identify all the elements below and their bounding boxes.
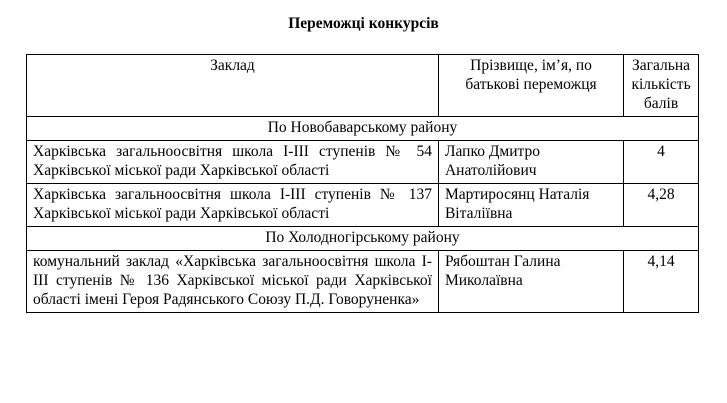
table-header bbox=[27, 55, 699, 117]
institution-cell: Харківська загальноосвітня школа І-ІІІ ступенів № 137 Харківської міської ради Харківської області bbox=[27, 184, 439, 227]
score-cell: 4,28 bbox=[624, 184, 699, 227]
winners-table bbox=[26, 54, 699, 313]
table-body bbox=[27, 117, 699, 313]
district-heading: По Новобаварському району bbox=[27, 117, 699, 141]
table-row bbox=[27, 141, 699, 184]
winner-cell: Мартиросянц Наталія Віталіївна bbox=[438, 184, 623, 227]
header-row bbox=[27, 55, 699, 117]
institution-cell: Харківська загальноосвітня школа І-ІІІ ступенів № 54 Харківської міської ради Харківської області bbox=[27, 141, 439, 184]
header-institution: Заклад bbox=[27, 55, 439, 117]
header-score: Загальна кількість балів bbox=[624, 55, 699, 117]
table-row bbox=[27, 184, 699, 227]
document-title: Переможці конкурсів bbox=[288, 15, 439, 32]
score-cell: 4,14 bbox=[624, 251, 699, 313]
table-row bbox=[27, 251, 699, 313]
district-row bbox=[27, 117, 699, 141]
winner-cell: Лапко Дмитро Анатолійович bbox=[438, 141, 623, 184]
winner-cell: Рябоштан Галина Миколаївна bbox=[438, 251, 623, 313]
score-cell: 4 bbox=[624, 141, 699, 184]
district-row bbox=[27, 227, 699, 251]
institution-cell: комунальний заклад «Харківська загальноосвітня школа І-ІІІ ступенів № 136 Харківської міської ради Харківської області імені Героя Радянського Союзу П.Д. Говоруненка» bbox=[27, 251, 439, 313]
district-heading: По Холодногірському району bbox=[27, 227, 699, 251]
header-winner: Прізвище, ім’я, по батькові переможця bbox=[438, 55, 623, 117]
